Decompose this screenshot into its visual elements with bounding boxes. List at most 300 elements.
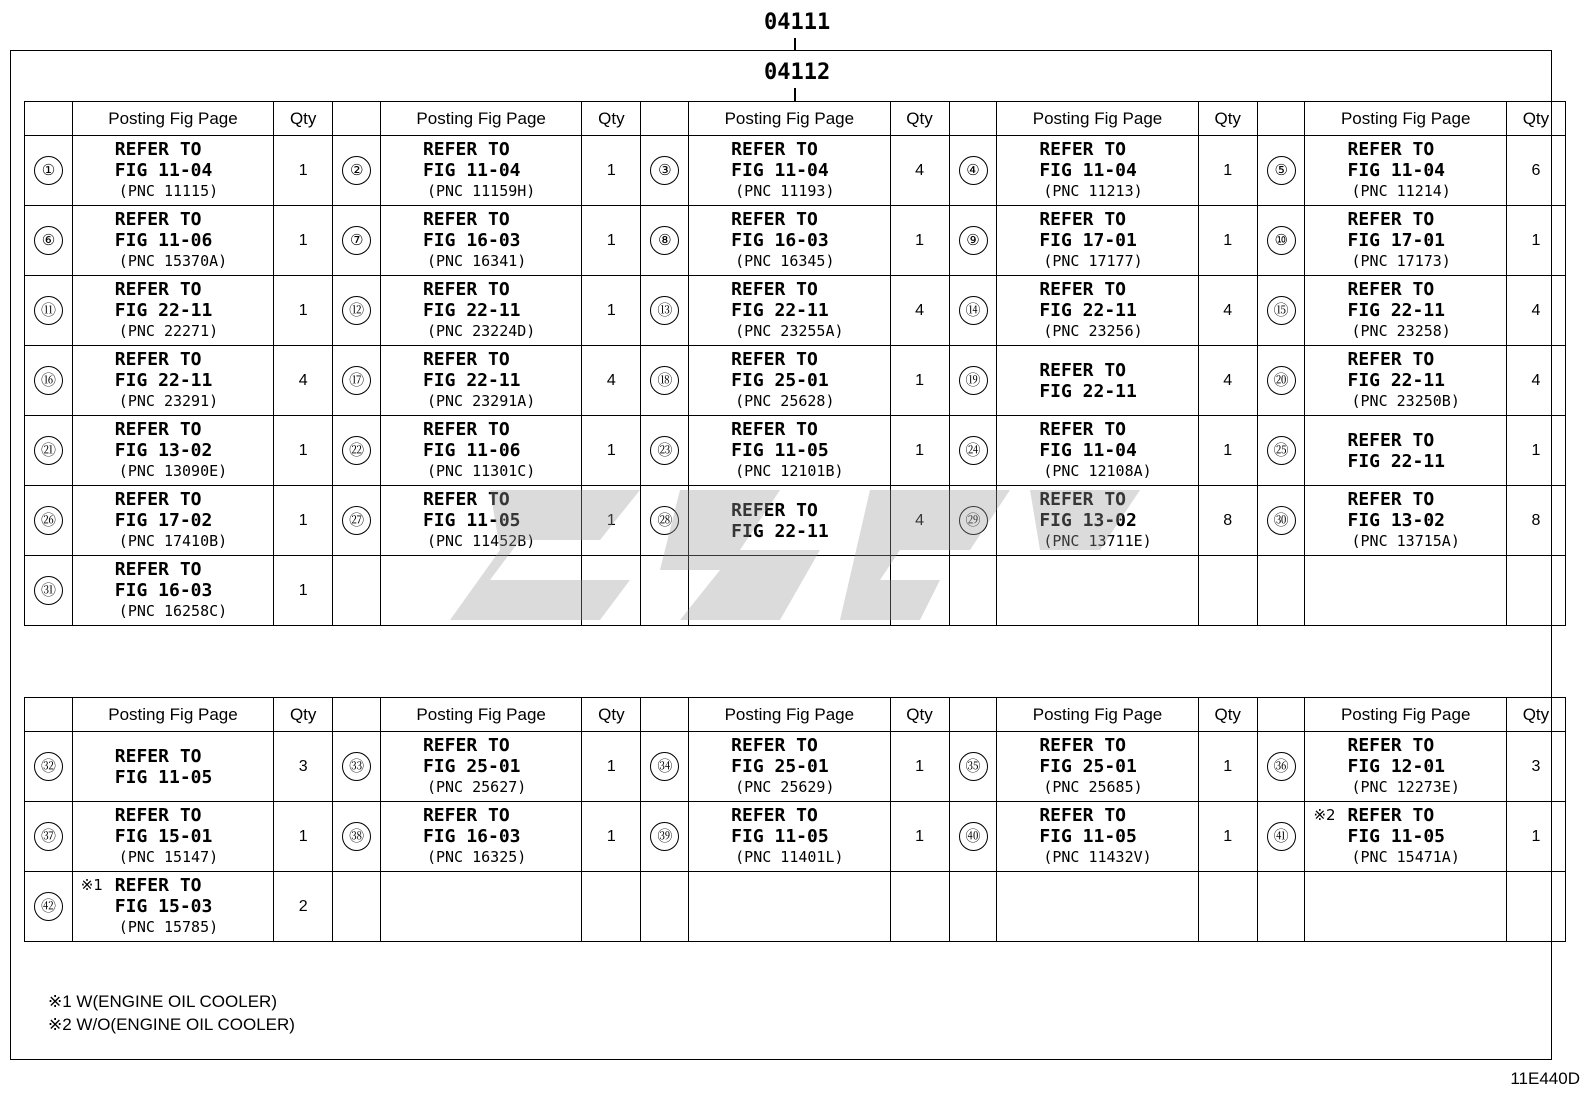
- header-fig-page: Posting Fig Page: [997, 698, 1198, 732]
- item-number-cell: [333, 486, 381, 556]
- fig-reference-text: [997, 419, 1197, 482]
- item-number-cell: [25, 206, 73, 276]
- pnc-code: (PNC 11115): [118, 182, 219, 200]
- header-qty: Qty: [274, 698, 333, 732]
- refer-to-label: REFER TO: [422, 139, 510, 160]
- table-row: [25, 136, 1566, 206]
- fig-reference-cell: [72, 206, 273, 276]
- pnc-code: (PNC 12273E): [1351, 778, 1460, 796]
- item-number-cell: [25, 556, 73, 626]
- header-fig-page: Posting Fig Page: [689, 698, 890, 732]
- fig-reference-text: [689, 209, 889, 272]
- item-number-cell: [1257, 802, 1305, 872]
- qty-cell: 1: [1198, 136, 1257, 206]
- pnc-code: (PNC 11432V): [1043, 848, 1152, 866]
- table-row: [25, 206, 1566, 276]
- fig-number: FIG 11-05: [422, 510, 521, 531]
- pnc-code: (PNC 23291): [118, 392, 219, 410]
- pnc-code: (PNC 16341): [426, 252, 527, 270]
- refer-to-label: REFER TO: [114, 559, 202, 580]
- refer-to-label: REFER TO: [731, 139, 818, 160]
- qty-cell: 4: [274, 346, 333, 416]
- fig-reference-cell: [380, 872, 581, 942]
- item-number-badge: ㉟: [959, 752, 988, 781]
- fig-number: FIG 13-02: [1039, 510, 1137, 531]
- header-number: [641, 102, 689, 136]
- item-number-cell: [333, 416, 381, 486]
- fig-reference-cell: [689, 346, 890, 416]
- qty-cell: 1: [890, 416, 949, 486]
- item-number-badge: ㊲: [34, 822, 63, 851]
- pnc-code: (PNC 16325): [426, 848, 527, 866]
- refer-to-label: REFER TO: [114, 139, 202, 160]
- pnc-code: (PNC 13715A): [1351, 532, 1460, 550]
- item-number-cell: [641, 276, 689, 346]
- fig-reference-text: [1305, 209, 1505, 272]
- fig-number: FIG 12-01: [1347, 756, 1446, 777]
- table-header-row: [25, 102, 1566, 136]
- fig-number: FIG 11-04: [114, 160, 213, 181]
- refer-to-label: REFER TO: [1347, 805, 1435, 826]
- refer-to-label: REFER TO: [114, 805, 202, 826]
- fig-reference-cell: [72, 346, 273, 416]
- item-number-badge: ⑭: [959, 296, 988, 325]
- header-qty: Qty: [1506, 698, 1565, 732]
- fig-reference-cell: [689, 136, 890, 206]
- header-qty: Qty: [890, 102, 949, 136]
- qty-cell: [1198, 556, 1257, 626]
- table-row: [25, 346, 1566, 416]
- pnc-code: (PNC 25628): [735, 392, 835, 410]
- header-number: [1257, 698, 1305, 732]
- refer-to-label: REFER TO: [114, 209, 202, 230]
- refer-to-label: REFER TO: [422, 349, 510, 370]
- table-row: [25, 486, 1566, 556]
- qty-cell: 1: [274, 486, 333, 556]
- refer-to-label: REFER TO: [1039, 805, 1127, 826]
- qty-cell: 1: [582, 802, 641, 872]
- item-number-badge: ㊱: [1267, 752, 1296, 781]
- item-number-cell: [1257, 732, 1305, 802]
- fig-reference-text: [381, 805, 581, 868]
- fig-reference-text: [1305, 139, 1505, 202]
- fig-reference-text: [689, 279, 889, 342]
- fig-number: FIG 22-11: [114, 370, 213, 391]
- fig-reference-cell: [380, 276, 581, 346]
- item-number-badge: ⑪: [34, 296, 63, 325]
- qty-cell: 3: [1506, 732, 1565, 802]
- footnotes: [48, 990, 295, 1036]
- qty-cell: 1: [274, 416, 333, 486]
- header-fig-page: Posting Fig Page: [72, 698, 273, 732]
- item-number-cell: [1257, 486, 1305, 556]
- qty-cell: [1506, 556, 1565, 626]
- refer-to-label: REFER TO: [731, 279, 818, 300]
- fig-reference-text: [997, 735, 1197, 798]
- qty-cell: 2: [274, 872, 333, 942]
- pnc-code: (PNC 12108A): [1043, 462, 1152, 480]
- item-number-cell: [641, 206, 689, 276]
- fig-number: FIG 25-01: [731, 370, 829, 391]
- pnc-code: (PNC 11401L): [735, 848, 844, 866]
- fig-number: FIG 22-11: [731, 300, 829, 321]
- fig-reference-cell: [1305, 416, 1506, 486]
- qty-cell: 4: [890, 486, 949, 556]
- qty-cell: 4: [890, 276, 949, 346]
- item-number-badge: ⑤: [1267, 156, 1296, 185]
- refer-to-label: REFER TO: [731, 209, 818, 230]
- fig-reference-text: [381, 349, 581, 412]
- fig-reference-cell: [72, 276, 273, 346]
- fig-reference-text: [1305, 279, 1505, 342]
- header-qty: Qty: [582, 102, 641, 136]
- item-number-badge: ⑦: [342, 226, 371, 255]
- fig-number: FIG 16-03: [422, 826, 521, 847]
- table-row: [25, 732, 1566, 802]
- fig-number: FIG 16-03: [731, 230, 829, 251]
- item-number-cell: [1257, 276, 1305, 346]
- item-number-badge: ㊴: [650, 822, 679, 851]
- fig-number: FIG 22-11: [422, 300, 521, 321]
- qty-cell: 3: [274, 732, 333, 802]
- qty-cell: [890, 872, 949, 942]
- footnote-2: ※2 W/O(ENGINE OIL COOLER): [48, 1015, 295, 1034]
- fig-number: FIG 25-01: [731, 756, 829, 777]
- item-number-cell: [25, 416, 73, 486]
- fig-reference-text: [1305, 735, 1505, 798]
- fig-number: FIG 17-02: [114, 510, 213, 531]
- fig-number: FIG 22-11: [1347, 300, 1446, 321]
- item-number-cell: [641, 346, 689, 416]
- fig-number: FIG 11-05: [1039, 826, 1137, 847]
- qty-cell: 1: [1506, 206, 1565, 276]
- fig-reference-text: [997, 209, 1197, 272]
- fig-number: FIG 11-06: [114, 230, 213, 251]
- item-number-badge: ㉖: [34, 506, 63, 535]
- item-number-badge: ②: [342, 156, 371, 185]
- fig-reference-cell: [380, 346, 581, 416]
- refer-to-label: REFER TO: [1039, 419, 1127, 440]
- header-fig-page: Posting Fig Page: [380, 102, 581, 136]
- fig-number: FIG 11-04: [422, 160, 521, 181]
- refer-to-label: REFER TO: [114, 279, 202, 300]
- qty-cell: 4: [890, 136, 949, 206]
- fig-number: FIG 11-05: [731, 440, 829, 461]
- pnc-code: (PNC 15471A): [1351, 848, 1460, 866]
- qty-cell: [890, 556, 949, 626]
- header-qty: Qty: [1198, 102, 1257, 136]
- pnc-code: (PNC 13090E): [118, 462, 228, 480]
- refer-to-label: REFER TO: [114, 349, 202, 370]
- item-number-badge: ①: [34, 156, 63, 185]
- item-number-cell: [25, 136, 73, 206]
- assembly-code-inner: 04112: [764, 60, 831, 85]
- item-number-badge: ⑨: [959, 226, 988, 255]
- item-number-badge: ④: [959, 156, 988, 185]
- refer-to-label: REFER TO: [1347, 429, 1435, 451]
- qty-cell: 1: [1198, 416, 1257, 486]
- fig-reference-text: [689, 500, 889, 542]
- parts-table-main: [24, 101, 1566, 626]
- refer-to-label: REFER TO: [731, 349, 818, 370]
- refer-to-label: REFER TO: [1347, 489, 1435, 510]
- fig-reference-text: [73, 349, 273, 412]
- qty-cell: [582, 556, 641, 626]
- qty-cell: 1: [274, 802, 333, 872]
- fig-reference-text: [689, 419, 889, 482]
- fig-reference-text: [73, 559, 273, 622]
- item-number-cell: [949, 872, 997, 942]
- fig-reference-text: [381, 139, 581, 202]
- item-number-badge: ㊵: [959, 822, 988, 851]
- fig-reference-cell: [72, 486, 273, 556]
- qty-cell: 1: [1198, 802, 1257, 872]
- fig-reference-cell: [689, 802, 890, 872]
- qty-cell: 1: [1198, 206, 1257, 276]
- qty-cell: 1: [582, 276, 641, 346]
- qty-cell: 1: [1506, 416, 1565, 486]
- refer-to-label: REFER TO: [1039, 359, 1127, 381]
- fig-number: FIG 11-05: [731, 826, 829, 847]
- item-number-badge: ⑱: [650, 366, 679, 395]
- item-number-cell: [641, 486, 689, 556]
- qty-cell: 1: [582, 486, 641, 556]
- pnc-code: (PNC 17173): [1351, 252, 1451, 270]
- footnote-mark: ※1: [80, 876, 103, 894]
- parts-table-secondary: [24, 697, 1566, 942]
- fig-reference-cell: [689, 416, 890, 486]
- pnc-code: (PNC 11213): [1043, 182, 1143, 200]
- fig-reference-cell: [689, 556, 890, 626]
- refer-to-label: REFER TO: [1347, 735, 1435, 756]
- item-number-badge: ㉙: [959, 506, 988, 535]
- refer-to-label: REFER TO: [731, 419, 818, 440]
- fig-reference-cell: [72, 802, 273, 872]
- fig-number: FIG 17-01: [1039, 230, 1137, 251]
- item-number-cell: [333, 206, 381, 276]
- item-number-badge: ㉑: [34, 436, 63, 465]
- qty-cell: 1: [582, 206, 641, 276]
- fig-reference-cell: [380, 556, 581, 626]
- pnc-code: (PNC 11214): [1351, 182, 1451, 200]
- fig-reference-text: [381, 419, 581, 482]
- item-number-cell: [641, 802, 689, 872]
- header-qty: Qty: [890, 698, 949, 732]
- item-number-cell: [641, 416, 689, 486]
- item-number-badge: ㉛: [34, 576, 63, 605]
- qty-cell: 4: [582, 346, 641, 416]
- refer-to-label: REFER TO: [422, 209, 510, 230]
- header-fig-page: Posting Fig Page: [997, 102, 1198, 136]
- fig-number: FIG 11-04: [1039, 440, 1137, 461]
- refer-to-label: REFER TO: [1039, 489, 1127, 510]
- fig-reference-text: [689, 139, 889, 202]
- item-number-cell: [25, 802, 73, 872]
- fig-reference-cell: [380, 206, 581, 276]
- fig-reference-cell: [997, 732, 1198, 802]
- header-qty: Qty: [1506, 102, 1565, 136]
- item-number-cell: [333, 136, 381, 206]
- fig-reference-cell: [72, 556, 273, 626]
- qty-cell: 4: [1198, 346, 1257, 416]
- fig-reference-cell: [72, 136, 273, 206]
- qty-cell: 1: [582, 732, 641, 802]
- pnc-code: (PNC 13711E): [1043, 532, 1152, 550]
- qty-cell: 1: [1506, 802, 1565, 872]
- pnc-code: (PNC 25685): [1043, 778, 1143, 796]
- refer-to-label: REFER TO: [422, 805, 510, 826]
- refer-to-label: REFER TO: [422, 419, 510, 440]
- header-qty: Qty: [274, 102, 333, 136]
- refer-to-label: REFER TO: [1039, 279, 1127, 300]
- fig-reference-text: [73, 209, 273, 272]
- qty-cell: 6: [1506, 136, 1565, 206]
- item-number-badge: ⑫: [342, 296, 371, 325]
- item-number-cell: [949, 556, 997, 626]
- refer-to-label: REFER TO: [114, 419, 202, 440]
- item-number-badge: ㉗: [342, 506, 371, 535]
- fig-reference-cell: [997, 556, 1198, 626]
- item-number-cell: [949, 136, 997, 206]
- pnc-code: (PNC 23258): [1351, 322, 1451, 340]
- item-number-cell: [641, 136, 689, 206]
- qty-cell: 4: [1198, 276, 1257, 346]
- footnote-1: ※1 W(ENGINE OIL COOLER): [48, 992, 277, 1011]
- header-number: [949, 102, 997, 136]
- fig-reference-cell: [997, 486, 1198, 556]
- pnc-code: (PNC 22271): [118, 322, 219, 340]
- fig-reference-text: [73, 419, 273, 482]
- item-number-cell: [1257, 206, 1305, 276]
- table-row: [25, 556, 1566, 626]
- pnc-code: (PNC 11159H): [426, 182, 536, 200]
- fig-number: FIG 13-02: [114, 440, 213, 461]
- item-number-badge: ㉝: [342, 752, 371, 781]
- item-number-cell: [25, 872, 73, 942]
- item-number-badge: ㊳: [342, 822, 371, 851]
- fig-reference-text: [689, 805, 889, 868]
- fig-number: FIG 22-11: [114, 300, 213, 321]
- pnc-code: (PNC 23224D): [426, 322, 536, 340]
- item-number-badge: ⑳: [1267, 366, 1296, 395]
- fig-reference-text: [73, 139, 273, 202]
- item-number-badge: ⑬: [650, 296, 679, 325]
- header-fig-page: Posting Fig Page: [1305, 698, 1506, 732]
- qty-cell: 4: [1506, 346, 1565, 416]
- item-number-cell: [1257, 346, 1305, 416]
- fig-reference-cell: [689, 486, 890, 556]
- header-qty: Qty: [1198, 698, 1257, 732]
- footnote-mark: ※2: [1313, 806, 1336, 824]
- item-number-cell: [1257, 136, 1305, 206]
- item-number-badge: ㉓: [650, 436, 679, 465]
- fig-reference-cell: [997, 346, 1198, 416]
- header-fig-page: Posting Fig Page: [689, 102, 890, 136]
- item-number-cell: [333, 802, 381, 872]
- pnc-code: (PNC 11193): [735, 182, 835, 200]
- pnc-code: (PNC 15147): [118, 848, 219, 866]
- refer-to-label: REFER TO: [1347, 139, 1435, 160]
- item-number-badge: ㉒: [342, 436, 371, 465]
- pnc-code: (PNC 16258C): [118, 602, 228, 620]
- item-number-cell: [25, 486, 73, 556]
- pnc-code: (PNC 23256): [1043, 322, 1143, 340]
- item-number-badge: ㊷: [34, 892, 63, 921]
- pnc-code: (PNC 23255A): [735, 322, 844, 340]
- fig-reference-text: [997, 805, 1197, 868]
- fig-number: FIG 16-03: [422, 230, 521, 251]
- qty-cell: 1: [1198, 732, 1257, 802]
- fig-number: FIG 15-03: [114, 896, 213, 917]
- qty-cell: 1: [274, 276, 333, 346]
- fig-reference-cell: [997, 136, 1198, 206]
- item-number-badge: ⑰: [342, 366, 371, 395]
- refer-to-label: REFER TO: [1039, 209, 1127, 230]
- table-row: [25, 802, 1566, 872]
- qty-cell: 4: [1506, 276, 1565, 346]
- pnc-code: (PNC 11301C): [426, 462, 536, 480]
- fig-reference-cell: [1305, 556, 1506, 626]
- pnc-code: (PNC 17177): [1043, 252, 1143, 270]
- pnc-code: (PNC 12101B): [735, 462, 844, 480]
- table-row: [25, 276, 1566, 346]
- fig-reference-text: [73, 489, 273, 552]
- item-number-badge: ⑩: [1267, 226, 1296, 255]
- fig-reference-cell: [380, 136, 581, 206]
- qty-cell: 1: [274, 556, 333, 626]
- fig-reference-cell: [380, 486, 581, 556]
- header-number: [25, 102, 73, 136]
- header-fig-page: Posting Fig Page: [1305, 102, 1506, 136]
- qty-cell: 1: [890, 206, 949, 276]
- leader-line-inner: [794, 88, 796, 101]
- header-number: [333, 102, 381, 136]
- item-number-cell: [949, 206, 997, 276]
- refer-to-label: REFER TO: [422, 735, 510, 756]
- fig-reference-cell: [689, 872, 890, 942]
- qty-cell: 8: [1506, 486, 1565, 556]
- header-number: [1257, 102, 1305, 136]
- fig-reference-text: [381, 735, 581, 798]
- pnc-code: (PNC 11452B): [426, 532, 536, 550]
- fig-reference-text: [997, 279, 1197, 342]
- qty-cell: 8: [1198, 486, 1257, 556]
- refer-to-label: REFER TO: [1347, 349, 1435, 370]
- qty-cell: [1506, 872, 1565, 942]
- fig-number: FIG 11-04: [731, 160, 829, 181]
- refer-to-label: REFER TO: [114, 875, 202, 896]
- qty-cell: [582, 872, 641, 942]
- fig-number: FIG 11-04: [1039, 160, 1137, 181]
- fig-number: FIG 11-04: [1347, 160, 1446, 181]
- item-number-cell: [25, 276, 73, 346]
- fig-number: FIG 22-11: [422, 370, 521, 391]
- header-number: [25, 698, 73, 732]
- fig-number: FIG 22-11: [1347, 450, 1446, 472]
- fig-reference-cell: [1305, 276, 1506, 346]
- fig-reference-cell: [1305, 872, 1506, 942]
- fig-reference-cell: [689, 732, 890, 802]
- item-number-badge: ③: [650, 156, 679, 185]
- fig-reference-cell: [997, 276, 1198, 346]
- fig-reference-cell: [689, 206, 890, 276]
- header-number: [641, 698, 689, 732]
- header-number: [949, 698, 997, 732]
- refer-to-label: REFER TO: [731, 805, 818, 826]
- qty-cell: 1: [582, 136, 641, 206]
- header-fig-page: Posting Fig Page: [72, 102, 273, 136]
- diagram-id: 11E440D: [1510, 1069, 1580, 1088]
